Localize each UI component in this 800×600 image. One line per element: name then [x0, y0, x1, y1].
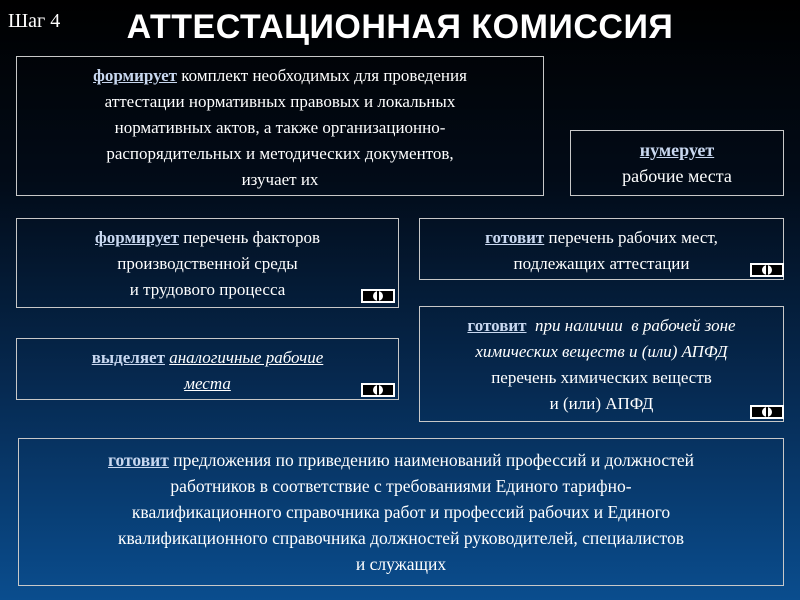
box-forms-factors	[16, 218, 399, 308]
box-text: в рабочей зоне	[631, 316, 736, 335]
hyperlink-icon[interactable]	[750, 405, 784, 419]
box-prepares-proposals	[18, 438, 784, 586]
verb-prepares: готовит	[485, 228, 545, 247]
box-text: перечень рабочих мест,	[544, 228, 718, 247]
box-text: квалификационного справочника должностей руководителей, специалистов	[118, 528, 684, 548]
box-text: изучает их	[241, 170, 319, 189]
verb-numbers: нумерует	[639, 140, 715, 160]
box-prepares-chemicals	[419, 306, 784, 422]
box-text: комплект необходимых для проведения	[177, 66, 467, 85]
hyperlink-icon[interactable]	[750, 263, 784, 277]
box-text: и служащих	[355, 554, 447, 574]
box-text: и (или) АПФД	[549, 394, 654, 413]
page-title: АТТЕСТАЦИОННАЯ КОМИССИЯ	[126, 8, 674, 46]
box-text: работников в соответствие с требованиями Единого тарифно-	[170, 476, 632, 496]
step-label: Шаг 4	[8, 10, 61, 32]
box-text: предложения по приведению наименований профессий и должностей	[168, 450, 694, 470]
box-selects	[16, 338, 399, 400]
box-text: места	[184, 374, 231, 393]
box-text: производственной среды	[117, 254, 298, 273]
box-text: подлежащих аттестации	[513, 254, 690, 273]
box-prepares-list	[419, 218, 784, 280]
box-text: квалификационного справочника работ и профессий рабочих и Единого	[131, 502, 671, 522]
box-text: нормативных актов, а также организационно-	[114, 118, 446, 137]
box-text: аттестации нормативных правовых и локальных	[104, 92, 456, 111]
box-numbers	[570, 130, 784, 196]
verb-prepares: готовит	[108, 450, 169, 470]
box-text: перечень факторов	[178, 228, 320, 247]
box-text: химических веществ и (или) АПФД	[475, 342, 728, 361]
verb-prepares: готовит	[467, 316, 527, 335]
hyperlink-icon[interactable]	[361, 383, 395, 397]
verb-forms: формирует	[95, 228, 179, 247]
box-text: рабочие места	[622, 166, 732, 186]
box-text: распорядительных и методических документов,	[106, 144, 454, 163]
hyperlink-icon[interactable]	[361, 289, 395, 303]
verb-selects: выделяет	[91, 348, 165, 367]
box-text: перечень химических веществ	[491, 368, 712, 387]
box-text: при наличии	[535, 316, 623, 335]
verb-forms: формирует	[93, 66, 178, 85]
box-text: и трудового процесса	[129, 280, 286, 299]
box-forms-documents	[16, 56, 544, 196]
box-text: аналогичные рабочие	[169, 348, 324, 367]
